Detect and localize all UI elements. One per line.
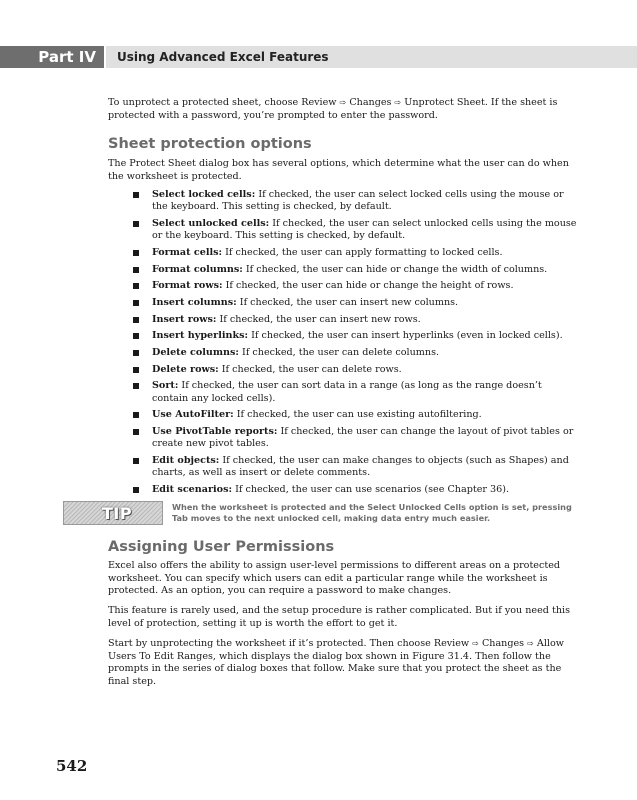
list-item xyxy=(133,314,577,326)
intro-text-a: To unprotect a protected sheet, choose Review xyxy=(108,97,340,108)
header-bar xyxy=(106,46,637,68)
running-header xyxy=(0,46,637,68)
option-desc: If checked, the user can insert hyperlinks (even in locked cells). xyxy=(248,330,563,342)
tip-badge xyxy=(63,501,163,525)
bullet-icon xyxy=(133,383,139,389)
list-item xyxy=(133,189,577,214)
option-term: Format columns: xyxy=(152,263,243,275)
bullet-icon xyxy=(133,221,139,227)
bullet-icon xyxy=(133,367,139,373)
menu-arrow-icon: ⇨ xyxy=(527,639,534,648)
option-term: Insert hyperlinks: xyxy=(152,330,249,342)
part-label: Part IV xyxy=(0,46,104,68)
option-desc: If checked, the user can apply formatting to locked cells. xyxy=(222,246,503,258)
section2-paragraph-1: Excel also offers the ability to assign user-level permissions to different areas on a protected worksheet. You can specify which users can edit a particular range while the worksheet is protected. As an option, you can require a password to make changes. xyxy=(108,560,561,597)
option-desc: If checked, the user can insert new columns. xyxy=(236,297,459,309)
bullet-icon xyxy=(133,487,139,493)
option-desc: If checked, the user can select unlocked cells using the mouse or the keyboard. This setting is checked, by default. xyxy=(152,217,577,242)
tip-text: When the worksheet is protected and the Select Unlocked Cells option is set, pressing Tab moves to the next unlocked cell, making data entry much easier. xyxy=(172,502,572,523)
menu-arrow-icon: ⇨ xyxy=(472,639,479,648)
list-item xyxy=(133,297,577,309)
menu-arrow-icon: ⇨ xyxy=(394,98,402,107)
bullet-icon xyxy=(133,429,139,435)
list-item xyxy=(133,264,577,276)
list-item xyxy=(133,280,577,292)
option-term: Delete rows: xyxy=(152,363,219,375)
option-term: Edit scenarios: xyxy=(152,484,233,496)
bullet-icon xyxy=(133,283,139,289)
section-heading-sheet-protection: Sheet protection options xyxy=(108,136,312,152)
para3-text-b: Changes xyxy=(478,638,528,649)
page-number: 542 xyxy=(56,757,88,775)
header-title: Using Advanced Excel Features xyxy=(117,50,329,64)
list-item xyxy=(133,218,577,243)
option-desc: If checked, the user can sort data in a range (as long as the range doesn’t contain any locked cells). xyxy=(152,380,542,404)
bullet-icon xyxy=(133,317,139,323)
section2-paragraph-2: This feature is rarely used, and the setup procedure is rather complicated. But if you need this level of protection, setting it up is worth the effort to get it. xyxy=(108,605,571,629)
bullet-icon xyxy=(133,300,139,306)
intro-text-b: Changes xyxy=(346,97,395,108)
protection-options-list xyxy=(133,189,577,501)
intro-text-c: Unprotect Sheet. If the sheet is protected with a password, you’re prompted to enter the password. xyxy=(108,97,558,121)
section2-paragraph-3 xyxy=(108,638,578,688)
list-item xyxy=(133,426,577,451)
para3-text-c: Allow Users To Edit Ranges, which displays the dialog box shown in Figure 31.4. Then follow the prompts in the series of dialog boxes that follow. Make sure that you protect the sheet as the final step. xyxy=(108,638,564,687)
list-item xyxy=(133,409,577,421)
option-term: Select unlocked cells: xyxy=(152,217,270,229)
option-term: Sort: xyxy=(152,380,179,392)
option-desc: If checked, the user can hide or change the height of rows. xyxy=(222,280,514,292)
intro-paragraph xyxy=(108,97,578,122)
bullet-icon xyxy=(133,250,139,256)
list-item xyxy=(133,347,577,359)
section1-intro: The Protect Sheet dialog box has several options, which determine what the user can do when the worksheet is protected. xyxy=(108,158,569,182)
option-term: Format rows: xyxy=(152,280,223,292)
option-desc: If checked, the user can insert new rows. xyxy=(216,313,421,325)
bullet-icon xyxy=(133,350,139,356)
bullet-icon xyxy=(133,192,139,198)
option-term: Edit objects: xyxy=(152,455,220,467)
list-item xyxy=(133,455,577,480)
option-term: Insert rows: xyxy=(152,313,217,325)
bullet-icon xyxy=(133,412,139,418)
para3-text-a: Start by unprotecting the worksheet if it’s protected. Then choose Review xyxy=(108,638,473,649)
option-desc: If checked, the user can delete columns. xyxy=(238,347,440,359)
option-desc: If checked, the user can change the layout of pivot tables or create new pivot tables. xyxy=(152,426,574,450)
option-term: Use PivotTable reports: xyxy=(152,426,278,438)
option-desc: If checked, the user can hide or change the width of columns. xyxy=(242,263,548,275)
option-term: Select locked cells: xyxy=(152,189,256,200)
option-term: Format cells: xyxy=(152,246,223,258)
option-term: Insert columns: xyxy=(152,297,237,309)
tip-label: TIP xyxy=(102,504,133,523)
list-item xyxy=(133,330,577,342)
option-desc: If checked, the user can use existing autofiltering. xyxy=(233,409,482,421)
option-desc: If checked, the user can select locked cells using the mouse or the keyboard. This setting is checked, by default. xyxy=(152,189,564,213)
bullet-icon xyxy=(133,267,139,273)
list-item xyxy=(133,364,577,376)
list-item xyxy=(133,380,577,405)
option-term: Use AutoFilter: xyxy=(152,409,234,421)
option-term: Delete columns: xyxy=(152,347,239,359)
bullet-icon xyxy=(133,458,139,464)
option-desc: If checked, the user can make changes to objects (such as Shapes) and charts, as well as insert or delete comments. xyxy=(152,455,569,479)
option-desc: If checked, the user can use scenarios (see Chapter 36). xyxy=(232,484,510,496)
bullet-icon xyxy=(133,333,139,339)
menu-arrow-icon: ⇨ xyxy=(339,98,347,107)
list-item xyxy=(133,484,577,496)
list-item xyxy=(133,247,577,259)
section-heading-user-permissions: Assigning User Permissions xyxy=(108,539,335,555)
option-desc: If checked, the user can delete rows. xyxy=(218,363,402,375)
